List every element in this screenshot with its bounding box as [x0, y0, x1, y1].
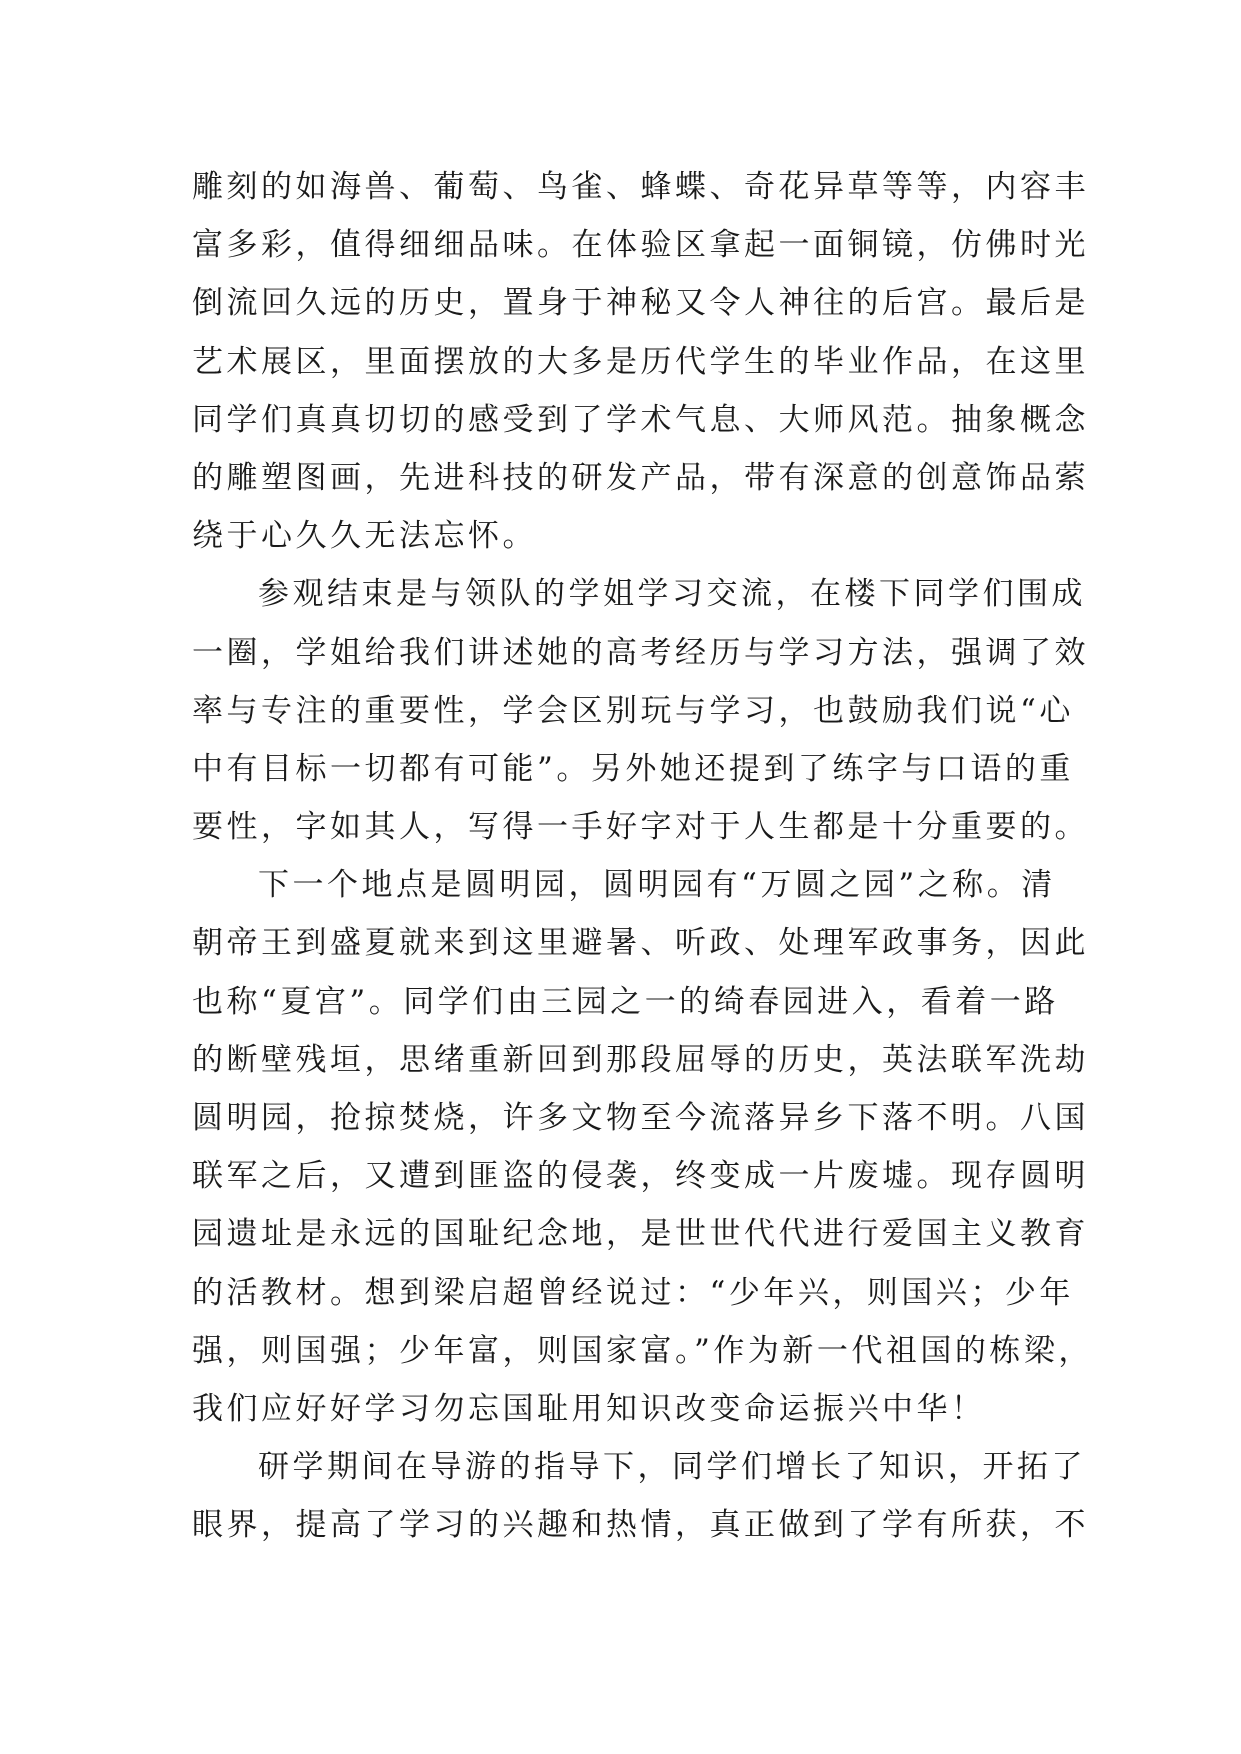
text-line: 艺术展区，里面摆放的大多是历代学生的毕业作品，在这里	[192, 343, 1089, 380]
text-line: 也称“夏宫”。同学们由三园之一的绮春园进入，看着一路	[192, 983, 1059, 1020]
paragraph-first-line: 下一个地点是圆明园，圆明园有“万圆之园”之称。清	[258, 867, 1056, 904]
text-line: 同学们真真切切的感受到了学术气息、大师风范。抽象概念	[192, 401, 1089, 438]
text-line: 富多彩，值得细细品味。在体验区拿起一面铜镜，仿佛时光	[192, 227, 1089, 264]
text-line: 园遗址是永远的国耻纪念地，是世世代代进行爱国主义教育	[192, 1216, 1089, 1253]
text-line: 强，则国强；少年富，则国家富。”作为新一代祖国的栋梁，	[192, 1332, 1093, 1369]
text-line: 一圈，学姐给我们讲述她的高考经历与学习方法，强调了效	[192, 634, 1089, 671]
text-line: 绕于心久久无法忘怀。	[192, 518, 537, 555]
text-line: 中有目标一切都有可能”。另外她还提到了练字与口语的重	[192, 750, 1074, 787]
text-line: 眼界，提高了学习的兴趣和热情，真正做到了学有所获，不	[192, 1507, 1089, 1544]
paragraph-first-line: 研学期间在导游的指导下，同学们增长了知识，开拓了	[258, 1449, 1086, 1486]
text-line: 的雕塑图画，先进科技的研发产品，带有深意的创意饰品萦	[192, 459, 1089, 496]
text-line: 联军之后，又遭到匪盗的侵袭，终变成一片废墟。现存圆明	[192, 1158, 1089, 1195]
text-line: 率与专注的重要性，学会区别玩与学习，也鼓励我们说“心	[192, 692, 1074, 729]
text-line: 的断壁残垣，思绪重新回到那段屈辱的历史，英法联军洗劫	[192, 1041, 1089, 1078]
text-line: 倒流回久远的历史，置身于神秘又令人神往的后宫。最后是	[192, 285, 1089, 322]
text-line: 要性，字如其人，写得一手好字对于人生都是十分重要的。	[192, 809, 1089, 846]
text-line: 圆明园，抢掠焚烧，许多文物至今流落异乡下落不明。八国	[192, 1100, 1089, 1136]
document-body	[192, 158, 1093, 1555]
text-line: 朝帝王到盛夏就来到这里避暑、听政、处理军政事务，因此	[192, 925, 1089, 962]
text-line: 的活教材。想到梁启超曾经说过：“少年兴，则国兴；少年	[192, 1274, 1074, 1311]
paragraph-first-line: 参观结束是与领队的学姐学习交流，在楼下同学们围成	[258, 576, 1086, 613]
text-line: 雕刻的如海兽、葡萄、鸟雀、蜂蝶、奇花异草等等，内容丰	[192, 169, 1089, 205]
text-line: 我们应好好学习勿忘国耻用知识改变命运振兴中华！	[192, 1390, 986, 1427]
